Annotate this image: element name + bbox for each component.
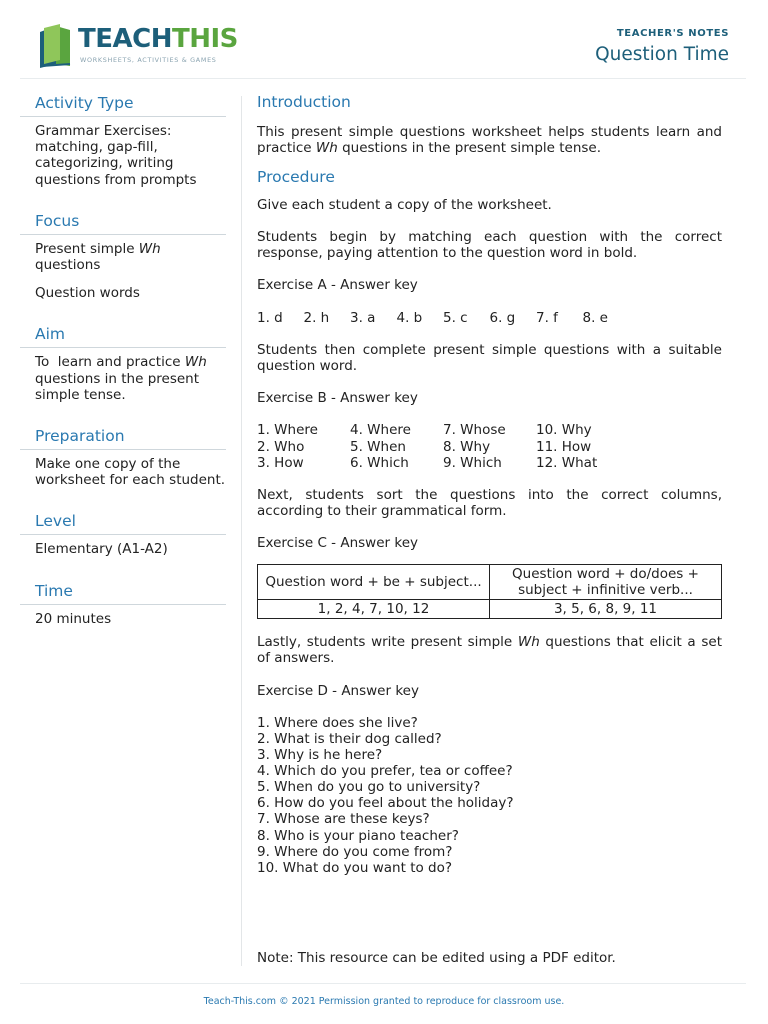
teachers-notes-label: TEACHER'S NOTES bbox=[616, 28, 729, 39]
exercise-a-answer: 2. h bbox=[303, 309, 330, 326]
exercise-b-label: Exercise B - Answer key bbox=[257, 390, 418, 407]
preparation-text: Make one copy of the worksheet for each student. bbox=[35, 456, 226, 489]
exercise-a-answer: 1. d bbox=[257, 309, 283, 326]
exercise-a-answer: 8. e bbox=[582, 309, 608, 326]
main-content bbox=[257, 94, 722, 876]
exercise-c-label: Exercise C - Answer key bbox=[257, 535, 418, 552]
level-section bbox=[20, 512, 226, 557]
list-item: 8. Who is your piano teacher? bbox=[257, 827, 459, 844]
table-row bbox=[258, 600, 722, 619]
book-logo-icon bbox=[36, 24, 76, 68]
exercise-b-answer: 11. How bbox=[536, 438, 592, 455]
list-item: 9. Where do you come from? bbox=[257, 843, 453, 860]
aim-heading: Aim bbox=[20, 325, 226, 348]
sidebar bbox=[20, 94, 226, 651]
table-header-cell: Question word + be + subject... bbox=[258, 564, 490, 599]
exercise-b-answer: 6. Which bbox=[350, 454, 409, 471]
exercise-b-answer: 7. Whose bbox=[443, 422, 506, 439]
exercise-a-answers bbox=[257, 310, 722, 326]
table-cell: 1, 2, 4, 7, 10, 12 bbox=[258, 600, 490, 619]
aim-text: To learn and practice Wh questions in the present simple tense. bbox=[35, 354, 207, 403]
introduction-text: This present simple questions worksheet helps students learn and practice Wh questions in the present simple tense. bbox=[257, 124, 722, 157]
procedure-step-2: Students begin by matching each question with the correct response, paying attention to the question word in bold. bbox=[257, 229, 722, 262]
list-item: 3. Why is he here? bbox=[257, 747, 383, 764]
teach-this-logo[interactable] bbox=[36, 22, 236, 72]
exercise-b-answer: 3. How bbox=[257, 454, 304, 471]
footer-divider bbox=[20, 983, 746, 984]
exercise-b-answer: 10. Why bbox=[536, 422, 592, 439]
procedure-step-4: Next, students sort the questions into the correct columns, according to their grammatical form. bbox=[257, 487, 722, 520]
header-divider bbox=[20, 78, 746, 79]
logo-wordmark: TEACHTHIS bbox=[78, 24, 238, 54]
exercise-b-answer: 8. Why bbox=[443, 438, 491, 455]
exercise-b-answer: 9. Which bbox=[443, 454, 502, 471]
list-item: 7. Whose are these keys? bbox=[257, 811, 430, 828]
procedure-step-5: Lastly, students write present simple Wh questions that elicit a set of answers. bbox=[257, 634, 722, 667]
footer-copyright[interactable]: Teach-This.com © 2021 Permission granted to reproduce for classroom use. bbox=[203, 996, 565, 1007]
time-section bbox=[20, 582, 226, 627]
exercise-b-answer: 12. What bbox=[536, 454, 598, 471]
exercise-a-answer: 3. a bbox=[350, 309, 376, 326]
preparation-heading: Preparation bbox=[20, 427, 226, 450]
exercise-b-answer: 1. Where bbox=[257, 422, 318, 439]
activity-type-heading: Activity Type bbox=[20, 94, 226, 117]
level-heading: Level bbox=[20, 512, 226, 535]
exercise-a-label: Exercise A - Answer key bbox=[257, 277, 418, 294]
exercise-a-answer: 7. f bbox=[536, 309, 558, 326]
page-title: Question Time bbox=[595, 44, 729, 65]
exercise-c-table bbox=[257, 564, 722, 620]
exercise-a-answer: 4. b bbox=[396, 309, 423, 326]
exercise-b-answer: 2. Who bbox=[257, 438, 305, 455]
exercise-d-answers bbox=[257, 715, 722, 876]
procedure-heading: Procedure bbox=[257, 167, 335, 186]
table-header-cell: Question word + do/does + subject + infinitive verb... bbox=[490, 564, 722, 599]
list-item: 5. When do you go to university? bbox=[257, 779, 481, 796]
exercise-b-answer: 5. When bbox=[350, 438, 406, 455]
time-text: 20 minutes bbox=[35, 610, 112, 627]
table-row bbox=[258, 564, 722, 599]
level-text: Elementary (A1-A2) bbox=[35, 541, 168, 558]
exercise-d-label: Exercise D - Answer key bbox=[257, 682, 419, 699]
list-item: 6. How do you feel about the holiday? bbox=[257, 795, 514, 812]
activity-type-section bbox=[20, 94, 226, 188]
activity-type-text: Grammar Exercises: matching, gap-fill, categorizing, writing questions from prompts bbox=[35, 123, 197, 188]
exercise-a-answer: 5. c bbox=[443, 309, 468, 326]
list-item: 2. What is their dog called? bbox=[257, 730, 442, 747]
focus-heading: Focus bbox=[20, 212, 226, 235]
procedure-step-3: Students then complete present simple questions with a suitable question word. bbox=[257, 341, 722, 375]
exercise-b-answers bbox=[257, 422, 722, 471]
header bbox=[0, 0, 768, 78]
edit-note: Note: This resource can be edited using a PDF editor. bbox=[257, 950, 616, 966]
list-item: 1. Where does she live? bbox=[257, 714, 418, 731]
time-heading: Time bbox=[20, 582, 226, 605]
introduction-heading: Introduction bbox=[257, 93, 351, 111]
exercise-b-answer: 4. Where bbox=[350, 422, 411, 439]
list-item: 10. What do you want to do? bbox=[257, 859, 453, 876]
aim-section bbox=[20, 325, 226, 403]
focus-text: Present simple Wh questions bbox=[35, 240, 161, 274]
focus-section bbox=[20, 212, 226, 302]
logo-tagline: WORKSHEETS, ACTIVITIES & GAMES bbox=[80, 56, 217, 64]
table-cell: 3, 5, 6, 8, 9, 11 bbox=[490, 600, 722, 619]
column-divider bbox=[241, 96, 242, 966]
list-item: 4. Which do you prefer, tea or coffee? bbox=[257, 763, 513, 780]
focus-text-2: Question words bbox=[35, 285, 140, 302]
procedure-step-1: Give each student a copy of the worksheet. bbox=[257, 196, 552, 213]
preparation-section bbox=[20, 427, 226, 488]
exercise-a-answer: 6. g bbox=[489, 309, 516, 326]
